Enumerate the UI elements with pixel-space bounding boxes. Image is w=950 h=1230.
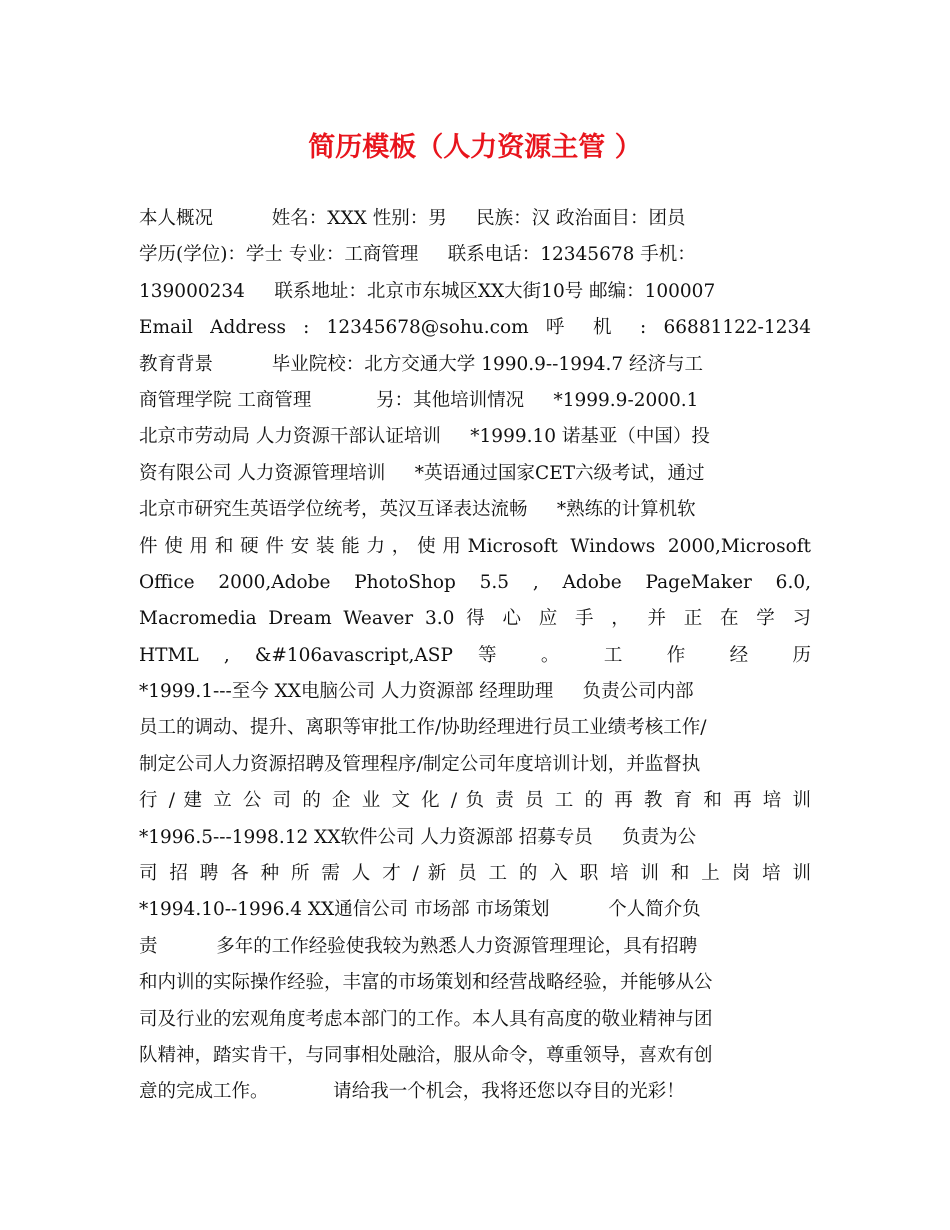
- resume-title: 简历模板（人力资源主管 ）: [308, 132, 642, 163]
- text-line: 行 / 建 立 公 司 的 企 业 文 化 / 负 责 员 工 的 再 教 育 和 再 培 训: [139, 790, 811, 812]
- text-line: *1994.10--1996.4 XX通信公司 市场部 市场策划 个人简介负: [139, 899, 701, 921]
- text-line: *1996.5---1998.12 XX软件公司 人力资源部 招募专员 负责为公: [139, 826, 697, 848]
- text-line: 意的完成工作。 请给我一个机会，我将还您以夺目的光彩！: [139, 1081, 685, 1103]
- text-line: 北京市劳动局 人力资源干部认证培训 *1999.10 诺基亚（中国）投: [139, 426, 710, 448]
- text-line: 北京市研究生英语学位统考，英汉互译表达流畅 *熟练的计算机软: [139, 499, 696, 521]
- text-line: 教育背景 毕业院校：北方交通大学 1990.9--1994.7 经济与工: [139, 353, 704, 375]
- text-line: 学历(学位)：学士 专业：工商管理 联系电话：12345678 手机：: [139, 244, 696, 266]
- text-line: 资有限公司 人力资源管理培训 *英语通过国家CET六级考试，通过: [139, 462, 705, 484]
- text-line: HTML , &#106avascript,ASP 等 。 工 作 经 历: [139, 644, 811, 666]
- resume-body: [139, 201, 811, 1111]
- text-line: 制定公司人力资源招聘及管理程序/制定公司年度培训计划，并监督执: [139, 753, 701, 775]
- text-line: 139000234 联系地址：北京市东城区XX大街10号 邮编：100007: [139, 280, 716, 302]
- text-line: Macromedia Dream Weaver 3.0 得 心 应 手 ， 并 正 在 学 习: [139, 608, 811, 630]
- text-line: *1999.1---至今 XX电脑公司 人力资源部 经理助理 负责公司内部: [139, 681, 694, 703]
- text-line: Email Address : 12345678@sohu.com 呼 机 : 66881122-1234: [139, 317, 811, 339]
- text-line: Office 2000,Adobe PhotoShop 5.5 , Adobe PageMaker 6.0,: [139, 571, 811, 593]
- text-line: 员工的调动、提升、离职等审批工作/协助经理进行员工业绩考核工作/: [139, 717, 707, 739]
- text-line: 本人概况 姓名：XXX 性别：男 民族：汉 政治面目：团员: [139, 208, 686, 229]
- text-line: 件使用和硬件安装能力，使用Microsoft Windows 2000,Microsoft: [139, 535, 811, 557]
- text-line: 司 招 聘 各 种 所 需 人 才 / 新 员 工 的 入 职 培 训 和 上 岗 培 训: [139, 863, 811, 885]
- text-line: 队精神，踏实肯干，与同事相处融洽，服从命令，尊重领导，喜欢有创: [139, 1044, 713, 1066]
- text-line: 和内训的实际操作经验，丰富的市场策划和经营战略经验，并能够从公: [139, 972, 713, 994]
- text-line: 司及行业的宏观角度考虑本部门的工作。本人具有高度的敬业精神与团: [139, 1008, 713, 1030]
- text-line: 责 多年的工作经验使我较为熟悉人力资源管理理论，具有招聘: [139, 935, 698, 957]
- text-line: 商管理学院 工商管理 另：其他培训情况 *1999.9-2000.1: [139, 389, 699, 411]
